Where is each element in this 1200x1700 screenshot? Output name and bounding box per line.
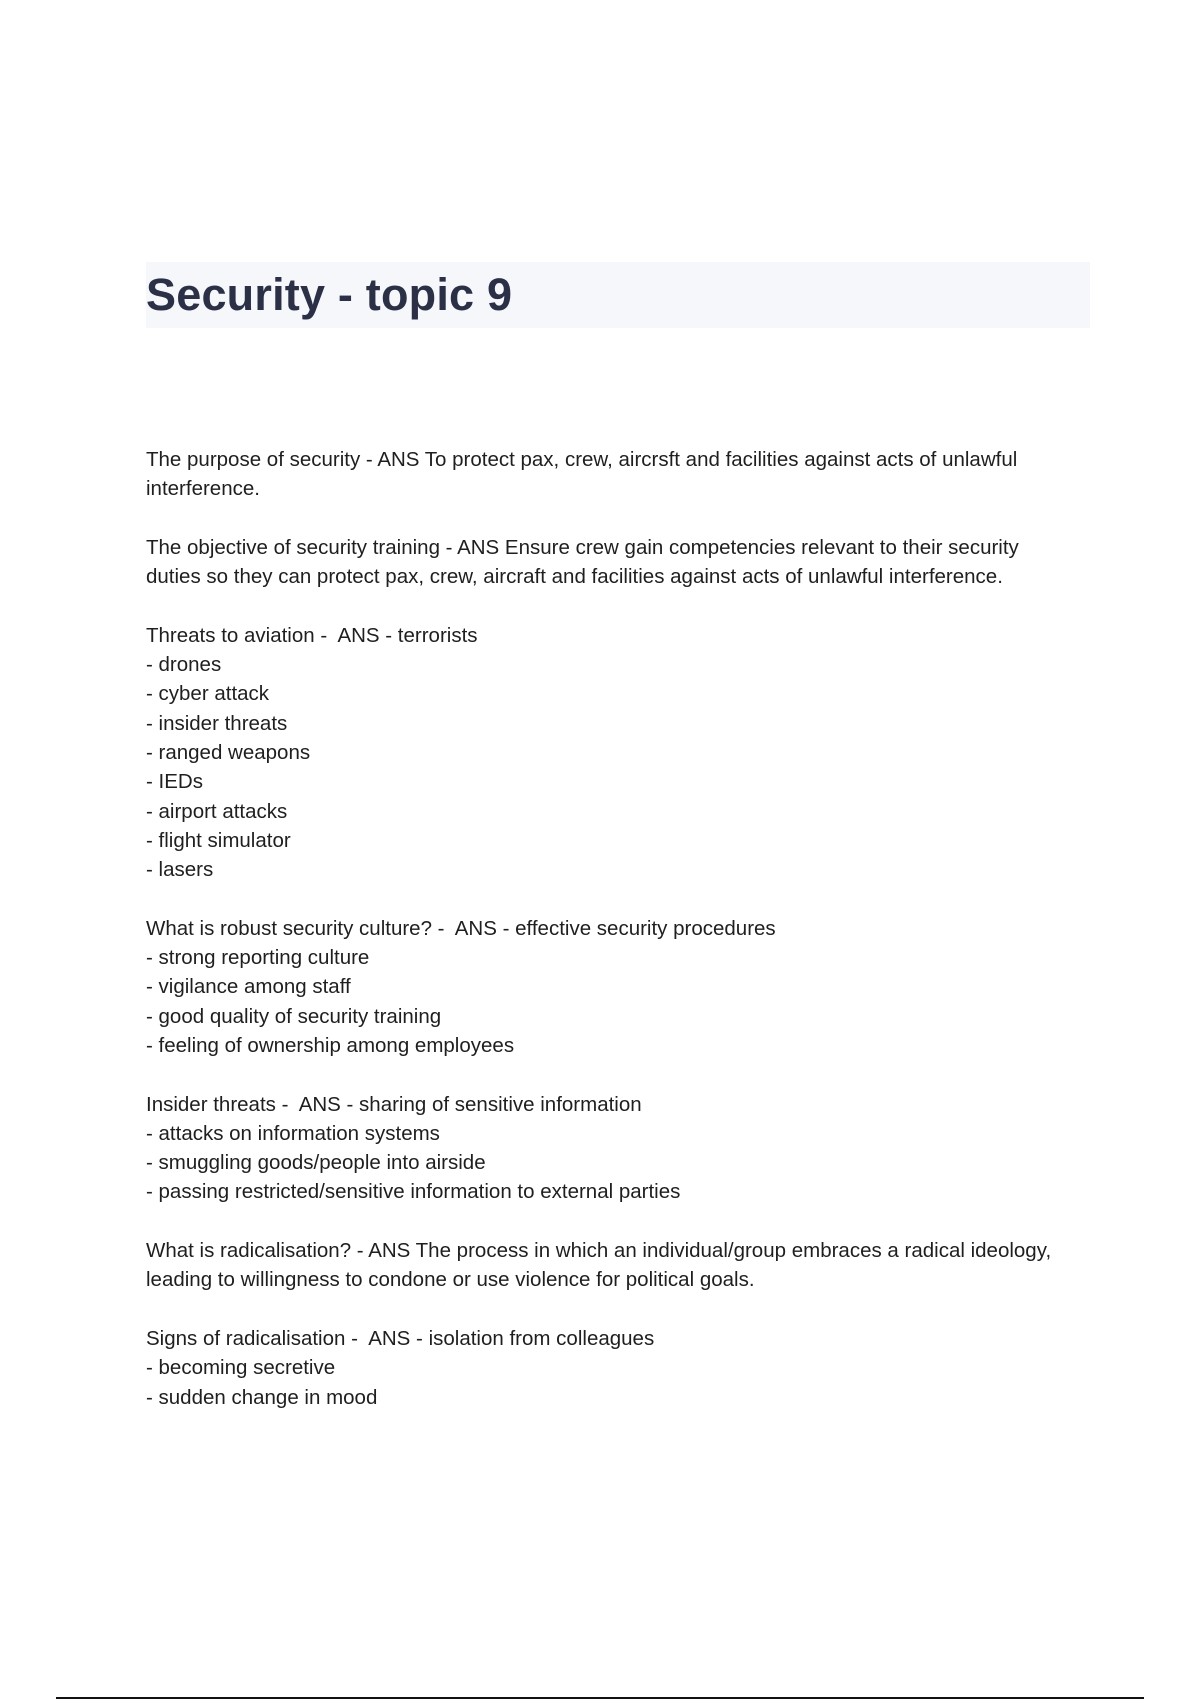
entry-text <box>146 621 1076 650</box>
entry-answer: ANS - isolation from colleagues <box>363 1326 655 1350</box>
list-item: - sudden change in mood <box>146 1385 378 1409</box>
entry-answer: ANS To protect pax, crew, aircrsft and facilities against acts of unlawful interference. <box>146 448 1018 501</box>
entry-text <box>146 445 1076 504</box>
entry-text <box>146 1324 1076 1353</box>
entry-question: What is robust security culture? - <box>146 916 451 940</box>
entry-text <box>146 533 1076 592</box>
list-item: - feeling of ownership among employees <box>146 1033 515 1057</box>
list-item: - airport attacks <box>146 799 288 823</box>
entry-text <box>146 1090 1076 1119</box>
entry-text <box>146 914 1076 943</box>
list-item: - IEDs <box>146 770 203 794</box>
qa-entry-insider-threats <box>146 1090 1076 1207</box>
list-item: - attacks on information systems <box>146 1121 440 1145</box>
entry-answer: ANS - terrorists <box>332 623 478 647</box>
footer-rule <box>56 1697 1144 1699</box>
entry-question: Insider threats - <box>146 1092 295 1116</box>
entry-text <box>146 1236 1076 1295</box>
list-item: - smuggling goods/people into airside <box>146 1151 486 1175</box>
entry-question: What is radicalisation? - <box>146 1239 369 1263</box>
list-item: - insider threats <box>146 711 288 735</box>
qa-entry-threats-to-aviation <box>146 621 1076 885</box>
qa-entry-objective-of-training <box>146 533 1076 592</box>
document-body <box>146 445 1076 1441</box>
page-title: Security - topic 9 <box>146 269 513 320</box>
entry-answer: ANS - sharing of sensitive information <box>294 1092 642 1116</box>
list-item: - becoming secretive <box>146 1356 336 1380</box>
list-item: - strong reporting culture <box>146 946 370 970</box>
list-item: - flight simulator <box>146 828 291 852</box>
qa-entry-purpose-of-security <box>146 445 1076 504</box>
qa-entry-radicalisation <box>146 1236 1076 1295</box>
entry-answer: ANS - effective security procedures <box>450 916 776 940</box>
entry-question: The objective of security training - <box>146 535 458 559</box>
entry-answer: ANS The process in which an individual/group embraces a radical ideology, leading to willingness to condone or use violence for political goals. <box>146 1239 1052 1292</box>
qa-entry-signs-of-radicalisation <box>146 1324 1076 1412</box>
list-item: - passing restricted/sensitive information to external parties <box>146 1180 681 1204</box>
list-item: - good quality of security training <box>146 1004 442 1028</box>
entry-question: Threats to aviation - <box>146 623 333 647</box>
list-item: - vigilance among staff <box>146 975 351 999</box>
entry-question: The purpose of security - <box>146 448 378 471</box>
list-item: - cyber attack <box>146 682 270 706</box>
entry-answer: ANS Ensure crew gain competencies relevant to their security duties so they can protect pax, crew, aircraft and facilities against acts of unlawful interference. <box>146 535 1019 589</box>
list-item: - drones <box>146 653 222 677</box>
list-item: - ranged weapons <box>146 740 311 764</box>
list-item: - lasers <box>146 858 214 882</box>
entry-question: Signs of radicalisation - <box>146 1326 364 1350</box>
qa-entry-security-culture <box>146 914 1076 1060</box>
